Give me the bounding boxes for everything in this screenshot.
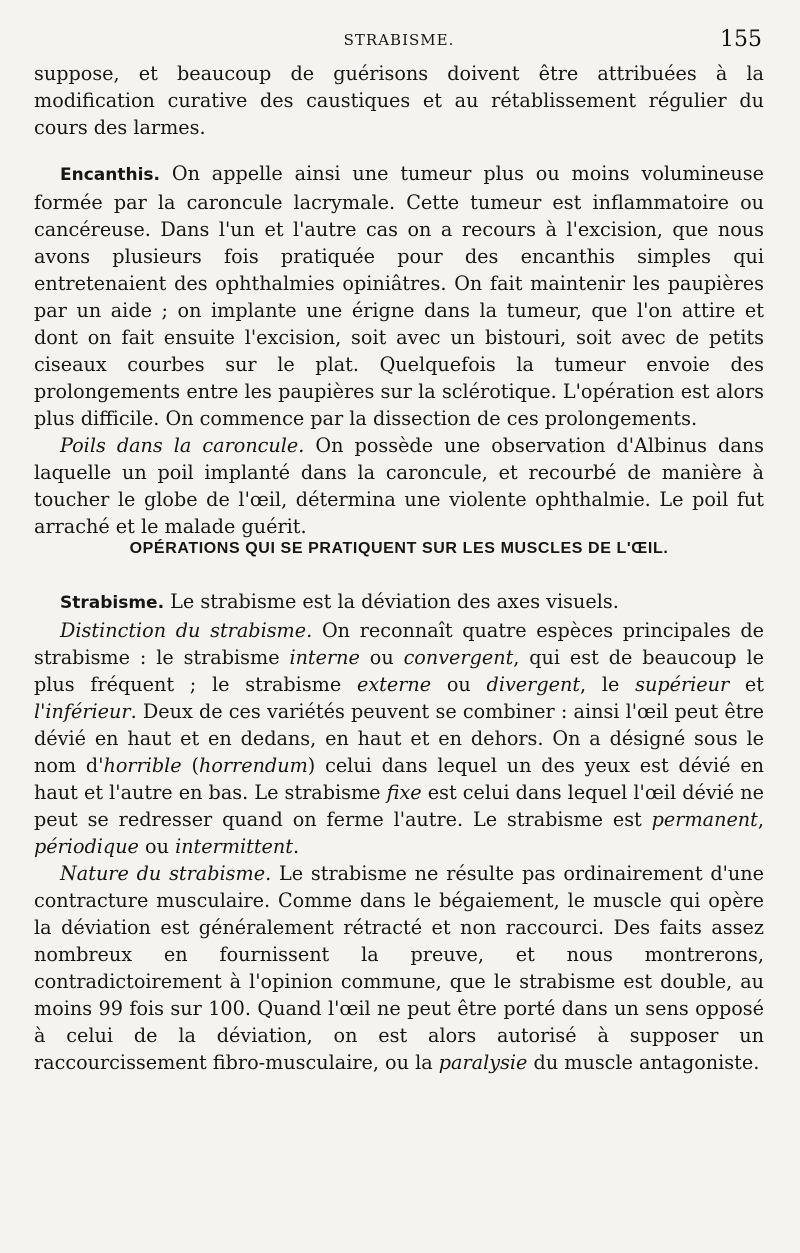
text-run: , le — [580, 673, 620, 696]
text-run: ou — [446, 673, 471, 696]
term-strabisme: Strabisme. — [60, 593, 165, 613]
running-header — [34, 0, 764, 60]
term-superieur: supérieur — [635, 673, 730, 696]
paragraph-poils — [34, 432, 764, 540]
term-fixe: fixe — [386, 781, 422, 804]
term-nature: Nature du strabisme. — [60, 862, 272, 885]
term-externe: externe — [356, 673, 432, 696]
text-run: Le strabisme ne résulte pas ordinairement d'une contracture musculaire. Comme dans le bégaiement, le muscle qui opère la déviation est généralement rétracté et non raccourci. Des faits assez nombreux en fournissent la preuve, et nous montrerons, contradictoirement à l'opinion commune, que le strabisme est double, au moins 99 fois sur 100. Quand l'œil ne peut être porté dans un sens opposé à celui de la déviation, on est alors autorisé à supposer un raccourcissement fibro-musculaire, ou la — [34, 862, 764, 1074]
text-run: On reconnaît quatre espèces principales de strabisme : le strabisme — [34, 619, 765, 669]
paragraph-nature — [34, 860, 764, 1076]
section-heading: OPÉRATIONS QUI SE PRATIQUENT SUR LES MUSCLES DE L'ŒIL. — [129, 540, 669, 557]
paragraph-text: On possède une observation d'Albinus dans laquelle un poil implanté dans la caroncule, et recourbé de manière à toucher le globe de l'œil, détermina une violente ophthalmie. Le poil fut arraché et le malade guérit. — [34, 434, 764, 538]
text-run: ou — [369, 646, 394, 669]
term-horrible: horrible — [103, 754, 182, 777]
term-paralysie: paralysie — [438, 1051, 528, 1074]
term-distinction: Distinction du strabisme. — [60, 619, 313, 642]
term-periodique: périodique — [34, 835, 139, 858]
text-run: ou — [145, 835, 169, 858]
text-run: , qui est de beaucoup le plus fréquent ; le strabisme — [34, 646, 764, 696]
term-intermittent: intermittent — [175, 835, 293, 858]
term-permanent: permanent — [651, 808, 758, 831]
paragraph-distinction — [34, 617, 764, 860]
term-horrendum: horrendum — [198, 754, 308, 777]
text-run: ) celui dans lequel un des yeux est dévié en haut et l'autre en bas. Le strabisme — [34, 754, 765, 804]
term-poils-dans-la-caroncule: Poils dans la caroncule. — [60, 434, 305, 457]
term-divergent: divergent — [486, 673, 581, 696]
term-interne: interne — [289, 646, 360, 669]
paragraph-continuation — [34, 60, 764, 141]
paragraph-text: On appelle ainsi une tumeur plus ou moins volumineuse formée par la caroncule lacrymale. Cette tumeur est inflammatoire ou cancéreuse. Dans l'un et l'autre cas on a recours à l'excision, que nous avons plusieurs fois pratiquée pour des encanthis simples qui entretenaient des ophthalmies opiniâtres. On fait maintenir les paupières par un aide ; on implante une érigne dans la tumeur, que l'on attire et dont on fait ensuite l'excision, soit avec un bistouri, soit avec de petits ciseaux courbes sur le plat. Quelquefois la tumeur envoie des prolongements entre les paupières sur la sclérotique. L'opération est alors plus difficile. On commence par la dissection de ces prolongements. — [34, 162, 764, 430]
paragraph-strabisme — [34, 588, 764, 617]
paragraph-text: Le strabisme est la déviation des axes visuels. — [170, 590, 619, 613]
running-title: STRABISME. — [343, 31, 455, 49]
text-run: . — [292, 835, 300, 858]
text-run: et — [744, 673, 764, 696]
paragraph-text: suppose, et beaucoup de guérisons doivent être attribuées à la modification curative des caustiques et au rétablissement régulier du cours des larmes. — [34, 62, 764, 139]
text-run: du muscle antagoniste. — [533, 1051, 760, 1074]
term-inferieur: l'inférieur — [34, 700, 131, 723]
text-run: . Deux de ces variétés peuvent se combiner : ainsi l'œil peut être dévié en haut et en dedans, en haut et en dehors. On a désigné sous le nom d' — [34, 700, 764, 777]
text-run: est celui dans lequel l'œil dévié ne peut se redresser quand on ferme l'autre. Le strabisme est — [34, 781, 764, 831]
term-convergent: convergent — [403, 646, 514, 669]
paragraph-encanthis — [34, 160, 764, 432]
text-run: ( — [191, 754, 199, 777]
term-encanthis: Encanthis. — [60, 165, 160, 185]
text-run: , — [757, 808, 764, 831]
page-number: 155 — [720, 27, 762, 52]
